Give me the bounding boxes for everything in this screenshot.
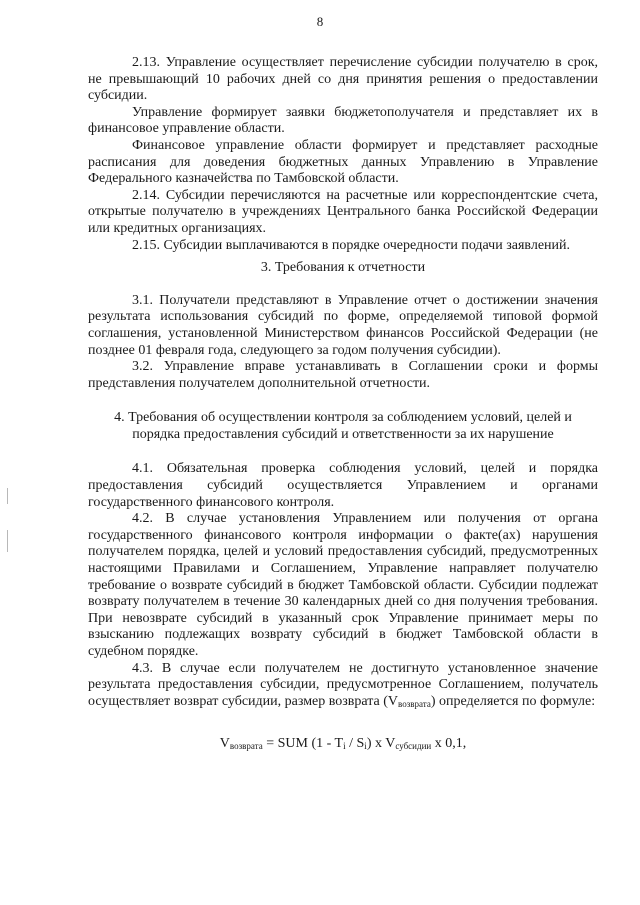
page-number: 8 <box>316 14 324 29</box>
formula-v-subscript: возврата <box>229 741 263 752</box>
paragraph-4-3-text: 4.3. В случае если получателем не достигнуто установленное значение результата предоставления субсидии, предусмотренное Соглашением, получатель осуществляет возврат субсидии, размер возврата (V <box>88 660 598 709</box>
section-4-heading: 4. Требования об осуществлении контроля за соблюдением условий, целей и порядка предоставления субсидий и ответственности за их нарушение <box>114 410 572 442</box>
paragraph-3-2: 3.2. Управление вправе устанавливать в Соглашении сроки и формы представления получателем дополнительной отчетности. <box>88 359 598 391</box>
paragraph-2-13-finance: Финансовое управление области формирует и представляет расходные расписания для доведения бюджетных данных Управлению в Управление Федерального казначейства по Тамбовской области. <box>88 137 598 187</box>
paragraph-4-1: 4.1. Обязательная проверка соблюдения условий, целей и порядка предоставления субсидий осуществляется Управлением и органами государственного финансового контроля. <box>88 461 598 510</box>
paragraph-3-1: 3.1. Получатели представляют в Управление отчет о достижении значения результата использования субсидий по форме, определяемой типовой формой соглашения, установленной Министерством финансов Российской Федерации (не позднее 01 февраля года, следующего за годом получения субсидии). <box>88 292 598 358</box>
section-3-heading: 3. Требования к отчетности <box>260 260 426 276</box>
formula-t-subscript: i <box>343 741 346 752</box>
document-body <box>88 55 598 755</box>
margin-mark-bottom <box>7 530 8 552</box>
paragraph-4-3-end: ) определяется по формуле: <box>430 693 596 709</box>
formula-slash-s: / S <box>345 736 365 752</box>
formula-v: V <box>219 736 230 752</box>
paragraph-4-2: 4.2. В случае установления Управлением или получения от органа государственного финансового контроля информации о факте(ах) нарушения получателем порядка, целей и условий предоставления субсидий, предусмотренных настоящими Правилами и Соглашением, Управление направляет получателю требование о возврате субсидий в бюджет Тамбовской области. Субсидии подлежат возврату получателем в течение 30 календарных дней со дня получения требования. При невозврате субсидий в указанный срок Управление принимает меры по взысканию подлежащих возврату субсидий в бюджет Тамбовской области в судебном порядке. <box>88 511 598 659</box>
paragraph-4-3 <box>88 661 598 713</box>
paragraph-2-14: 2.14. Субсидии перечисляются на расчетные или корреспондентские счета, открытые получателю в учреждениях Центрального банка Российской Федерации или кредитных организациях. <box>88 187 598 236</box>
paragraph-2-13-applications: Управление формирует заявки бюджетополучателя и представляет их в финансовое управление области. <box>88 104 598 137</box>
paragraph-2-13: 2.13. Управление осуществляет перечисление субсидии получателю в срок, не превышающий 10 рабочих дней со дня принятия решения о предоставлении субсидии. <box>88 55 598 104</box>
paragraph-4-3-subscript: возврата <box>398 698 431 709</box>
formula-close-v: ) x V <box>366 736 396 752</box>
formula <box>88 736 598 755</box>
paragraph-2-15: 2.15. Субсидии выплачиваются в порядке очередности подачи заявлений. <box>132 237 571 253</box>
margin-mark-top <box>7 488 8 504</box>
formula-subsidy-subscript: субсидии <box>395 741 432 752</box>
formula-s-subscript: i <box>364 741 367 752</box>
formula-sum: = SUM (1 - T <box>262 736 344 752</box>
formula-tail: x 0,1, <box>431 736 467 752</box>
